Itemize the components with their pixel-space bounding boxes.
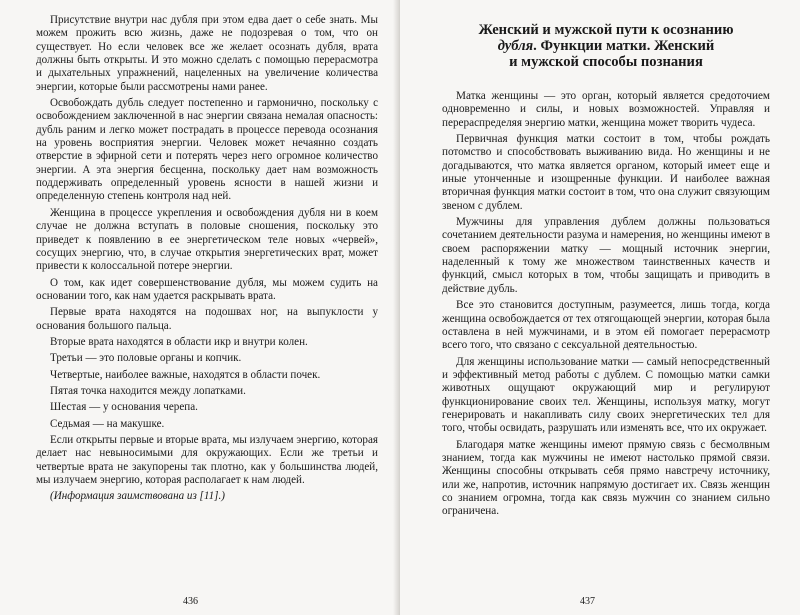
chapter-title-line-1: Женский и мужской пути к осознанию (478, 22, 734, 38)
paragraph: О том, как идет совершенствование дубля, мы можем судить на основании того, как нам удается раскрывать врата. (36, 276, 378, 302)
paragraph: Шестая — у основания черепа. (50, 401, 198, 414)
right-page (400, 0, 800, 615)
chapter-title-italic-word: дубля (497, 38, 534, 54)
source-citation: (Информация заимствована из [11].) (50, 490, 225, 503)
paragraph: Третьи — это половые органы и копчик. (50, 352, 242, 365)
paragraph: Первые врата находятся на подошвах ног, на выпуклости у основания большого пальца. (36, 306, 378, 332)
paragraph: Вторые врата находятся в области икр и внутри колен. (50, 335, 308, 348)
chapter-title (442, 22, 770, 70)
page-number-left: 436 (183, 596, 198, 607)
paragraph: Благодаря матке женщины имеют прямую связь с бесмолвным знанием, тогда как мужчины не имеют настолько прямой связи. Женщины способны открывать себя прямо навстречу источнику, или же, напротив, источник напрямую достигает их. Связь женщин со знанием огромна, тогда как связь мужчин со знанием сильно ограничена. (442, 438, 770, 518)
paragraph: Присутствие внутри нас дубля при этом едва дает о себе знать. Мы можем прожить всю жизнь, даже не подозревая о том, что он существует. Но если человек все же желает осознать дубля, врата должны быть открыты. И это можно сделать с помощью перерасмотра и дыхательных упражнений, нацеленных на увеличение количества энергии, которые были рассмотрены нами ранее. (36, 14, 378, 93)
paragraph: Седьмая — на макушке. (50, 417, 165, 430)
paragraph: Если открыты первые и вторые врата, мы излучаем энергию, которая делает нас невыносимыми для окружающих. Если же третьи и четвертые врата не закупорены так плотно, как у большинства людей, мы излучаем энергию, которая располагает к нам людей. (36, 433, 378, 486)
paragraph: Мужчины для управления дублем должны пользоваться сочетанием деятельности разума и намерения, но женщины имеют в своем распоряжении матку — мощный источник энергии, наделенный к тому же множеством таинственных качеств и функций, смысл которых в том, чтобы защищать и приводить в действие дубль. (442, 216, 770, 295)
paragraph: Все это становится доступным, разумеется, лишь тогда, когда женщина освобождается от тех отягощающей энергии, которая была оставлена в ней мужчинами, и в этом ей помогает перерасмотр всего того, что связано с сексуальной деятельностью. (442, 299, 770, 352)
paragraph: Первичная функция матки состоит в том, чтобы рождать потомство и способствовать выживанию вида. Но женщины и не догадываются, что матка является органом, который имеет еще и иные утонченные и изощренные функции. И наиболее важная вторичная функция матки состоит в том, что она служит связующим звеном с дублем. (442, 133, 770, 212)
paragraph: Освобождать дубль следует постепенно и гармонично, поскольку с освобождением заключенной в нас энергии связана немалая опасность: дубль раним и легко может пострадать в процессе перевода осознания на уровень восприятия энергии. Человек может нечаянно создать отверстие в эфирной сети и потерять через него огромное количество энергии. А эта энергия бесценна, поскольку дает нам возможность поддерживать определенный уровень ясности в нашей жизни и определенную степень контроля над ней. (36, 97, 378, 203)
paragraph: Четвертые, наиболее важные, находятся в области почек. (50, 368, 321, 381)
paragraph: Женщина в процессе укрепления и освобождения дубля ни в коем случае не должна вступать в половые сношения, поскольку это приведет к появлению в ее энергетическом теле новых «червей», сосущих энергию, что, в случае открытия энергетических врат, может привести к колоссальной потере энергии. (36, 206, 378, 273)
paragraph: Матка женщины — это орган, который является средоточием одновременно и силы, и новых возможностей. Управляя и перераспределяя энергию матки, женщина может творить чудеса. (442, 90, 770, 129)
paragraph: Для женщины использование матки — самый непосредственный и эффективный метод работы с дублем. С помощью матки самки животных ощущают окружающий мир и регулируют функционирование своих тел. Женщины, используя матку, могут генерировать и накапливать силу своих энергетических тел для того, чтобы освидать, разрушать или изменять все, что их окружает. (442, 355, 770, 435)
chapter-title-line-3: и мужской способы познания (509, 54, 703, 70)
page-number-right: 437 (580, 596, 595, 607)
chapter-title-line-2 (442, 38, 770, 54)
chapter-title-line-2-rest: . Функции матки. Женский (533, 38, 715, 54)
paragraph: Пятая точка находится между лопатками. (50, 384, 246, 397)
